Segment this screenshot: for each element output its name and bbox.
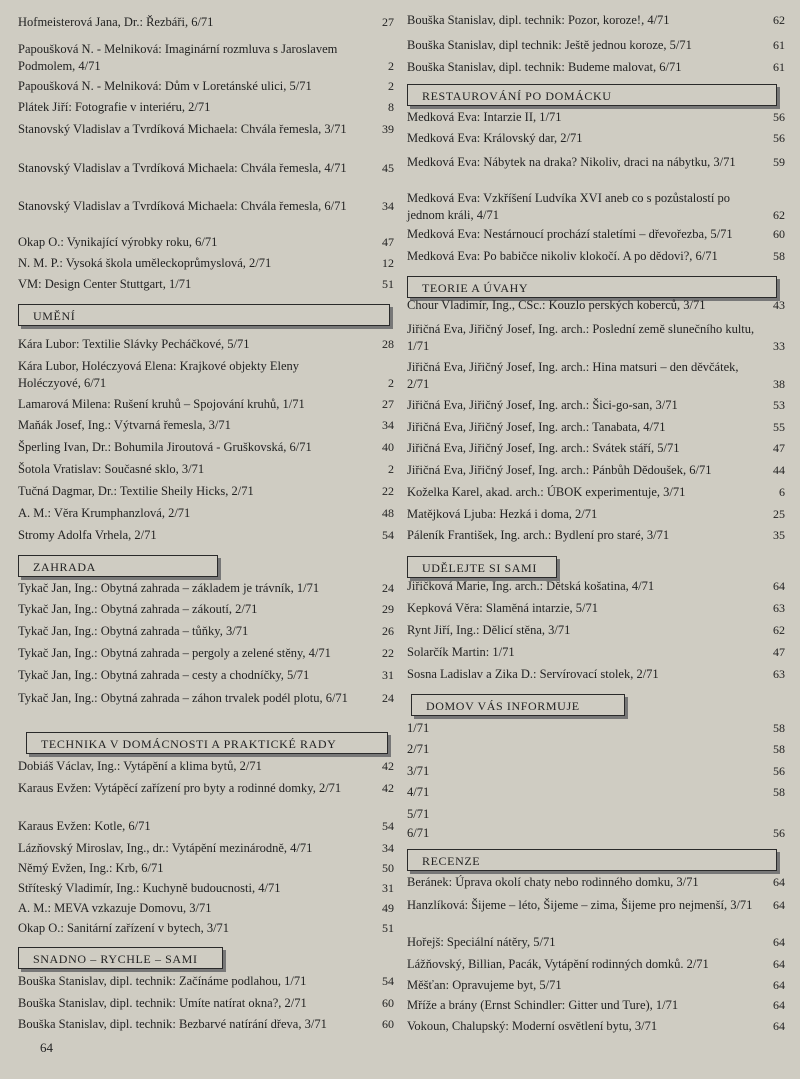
index-entry	[407, 825, 785, 842]
entry-page-number: 56	[773, 764, 785, 778]
entry-page-number: 61	[773, 60, 785, 74]
index-entry	[18, 396, 394, 413]
entry-text: Vokoun, Chalupský: Moderní osvětlení bytu, 3/71	[407, 1019, 658, 1033]
index-entry	[407, 874, 785, 891]
entry-text: Jiřičná Eva, Jiřičný Josef, Ing. arch.: Hina matsuri – den děvčátek, 2/71	[407, 360, 739, 391]
entry-page-number: 60	[773, 227, 785, 241]
entry-page-number: 60	[382, 996, 394, 1010]
entry-text: Páleník František, Ing. arch.: Bydlení pro staré, 3/71	[407, 528, 670, 542]
index-entry	[18, 667, 394, 684]
entry-page-number: 47	[773, 441, 785, 455]
index-entry	[407, 419, 785, 436]
entry-page-number: 54	[382, 819, 394, 833]
index-entry	[407, 956, 785, 973]
index-entry	[18, 920, 394, 937]
entry-text: Okap O.: Vynikající výrobky roku, 6/71	[18, 235, 218, 249]
entry-text: Medková Eva: Nábytek na draka? Nikoliv, draci na nábytku, 3/71	[407, 155, 736, 169]
entry-page-number: 64	[773, 978, 785, 992]
entry-page-number: 48	[382, 506, 394, 520]
entry-text: Jiřičná Eva, Jiřičný Josef, Ing. arch.: Svátek stáří, 5/71	[407, 441, 680, 455]
entry-page-number: 8	[388, 100, 394, 114]
entry-page-number: 56	[773, 826, 785, 840]
entry-page-number: 64	[773, 875, 785, 889]
entry-text: 6/71	[407, 826, 430, 840]
entry-text: Tykač Jan, Ing.: Obytná zahrada – základem je trávník, 1/71	[18, 581, 320, 595]
entry-text: Šotola Vratislav: Současné sklo, 3/71	[18, 462, 205, 476]
entry-page-number: 44	[773, 463, 785, 477]
entry-text: Tykač Jan, Ing.: Obytná zahrada – tůňky, 3/71	[18, 624, 249, 638]
section-heading-snadno: SNADNO – RYCHLE – SAMI	[18, 947, 223, 969]
index-entry	[407, 763, 785, 780]
entry-page-number: 6	[779, 485, 785, 499]
entry-text: Hanzlíková: Šijeme – léto, Šijeme – zima, Šijeme pro nejmenší, 3/71	[407, 898, 753, 912]
index-entry	[18, 483, 394, 500]
index-entry	[407, 806, 785, 823]
entry-page-number: 34	[382, 199, 394, 213]
index-entry	[18, 973, 394, 990]
index-entry	[18, 645, 394, 662]
entry-page-number: 64	[773, 579, 785, 593]
entry-text: Papoušková N. - Melniková: Imaginární rozmluva s Jaroslavem Podmolem, 4/71	[18, 42, 338, 73]
entry-text: Tučná Dagmar, Dr.: Textilie Sheily Hicks, 2/71	[18, 484, 254, 498]
entry-text: Karaus Evžen: Kotle, 6/71	[18, 819, 151, 833]
entry-text: N. M. P.: Vysoká škola uměleckoprůmyslová, 2/71	[18, 256, 272, 270]
index-entry	[407, 297, 785, 314]
entry-text: Tykač Jan, Ing.: Obytná zahrada – pergoly a zelené stěny, 4/71	[18, 646, 331, 660]
entry-page-number: 26	[382, 624, 394, 638]
entry-text: Měšťan: Opravujeme byt, 5/71	[407, 978, 562, 992]
entry-text: Bouška Stanislav, dipl. technik: Bezbarvé natírání dřeva, 3/71	[18, 1017, 327, 1031]
entry-page-number: 58	[773, 742, 785, 756]
index-entry	[407, 720, 785, 737]
entry-page-number: 12	[382, 256, 394, 270]
entry-text: Medková Eva: Po babičce nikoliv klokočí. A po dědovi?, 6/71	[407, 249, 718, 263]
index-entry	[18, 900, 394, 917]
index-entry	[18, 758, 394, 775]
section-heading-teorie: TEORIE A ÚVAHY	[407, 276, 777, 298]
index-entry	[18, 840, 394, 857]
entry-page-number: 62	[773, 208, 785, 222]
entry-page-number: 47	[773, 645, 785, 659]
index-entry	[18, 14, 394, 31]
index-entry	[18, 527, 394, 544]
index-entry	[18, 121, 394, 138]
entry-page-number: 62	[773, 623, 785, 637]
index-entry	[407, 397, 785, 414]
index-entry	[407, 527, 785, 544]
entry-page-number: 64	[773, 935, 785, 949]
entry-text: Matějková Ljuba: Hezká i doma, 2/71	[407, 507, 598, 521]
entry-page-number: 61	[773, 38, 785, 52]
index-entry	[407, 644, 785, 661]
entry-page-number: 31	[382, 881, 394, 895]
index-entry	[18, 439, 394, 456]
entry-text: Lážňovský, Billian, Pacák, Vytápění rodinných domků. 2/71	[407, 957, 709, 971]
index-entry	[407, 190, 785, 224]
entry-page-number: 43	[773, 298, 785, 312]
entry-text: Plátek Jiří: Fotografie v interiéru, 2/71	[18, 100, 211, 114]
index-entry	[18, 99, 394, 116]
index-entry	[18, 690, 394, 707]
index-entry	[407, 741, 785, 758]
index-entry	[407, 109, 785, 126]
entry-text: Koželka Karel, akad. arch.: ÚBOK experimentuje, 3/71	[407, 485, 686, 499]
entry-text: Jiřičná Eva, Jiřičný Josef, Ing. arch.: Pánbůh Dědoušek, 6/71	[407, 463, 712, 477]
index-entry	[407, 997, 785, 1014]
entry-text: Chour Vladimír, Ing., CSc.: Kouzlo perských koberců, 3/71	[407, 298, 706, 312]
entry-text: Bouška Stanislav, dipl technik: Ještě jednou koroze, 5/71	[407, 38, 692, 52]
entry-text: Šperling Ivan, Dr.: Bohumila Jiroutová - Gruškovská, 6/71	[18, 440, 312, 454]
index-entry	[407, 484, 785, 501]
entry-text: Kára Lubor, Holéczyová Elena: Krajkové objekty Eleny Holéczyové, 6/71	[18, 359, 299, 390]
entry-page-number: 33	[773, 339, 785, 353]
index-entry	[407, 248, 785, 265]
entry-text: Solarčík Martin: 1/71	[407, 645, 515, 659]
index-entry	[407, 1018, 785, 1035]
entry-text: A. M.: Věra Krumphanzlová, 2/71	[18, 506, 191, 520]
entry-text: Medková Eva: Nestárnoucí prochází staletími – dřevořezba, 5/71	[407, 227, 733, 241]
index-entry	[407, 37, 785, 54]
index-entry	[407, 897, 785, 914]
entry-text: 2/71	[407, 742, 430, 756]
entry-text: Dobiáš Václav, Ing.: Vytápění a klima bytů, 2/71	[18, 759, 262, 773]
index-entry	[18, 860, 394, 877]
index-entry	[18, 780, 394, 797]
entry-page-number: 62	[773, 13, 785, 27]
index-entry	[407, 666, 785, 683]
entry-text: Hofmeisterová Jana, Dr.: Řezbáři, 6/71	[18, 15, 214, 29]
index-entry	[407, 977, 785, 994]
index-entry	[18, 417, 394, 434]
entry-page-number: 53	[773, 398, 785, 412]
entry-text: Karaus Evžen: Vytápěcí zařízení pro byty a rodinné domky, 2/71	[18, 781, 342, 795]
index-entry	[407, 59, 785, 76]
entry-page-number: 49	[382, 901, 394, 915]
entry-page-number: 42	[382, 759, 394, 773]
index-entry	[18, 818, 394, 835]
entry-page-number: 28	[382, 337, 394, 351]
entry-page-number: 58	[773, 785, 785, 799]
section-heading-recenze: RECENZE	[407, 849, 777, 871]
index-entry	[407, 226, 785, 243]
index-entry	[18, 336, 394, 353]
entry-page-number: 59	[773, 155, 785, 169]
index-entry	[18, 358, 394, 392]
entry-text: Stanovský Vladislav a Tvrdíková Michaela: Chvála řemesla, 4/71	[18, 161, 347, 175]
entry-text: Kára Lubor: Textilie Slávky Pecháčkové, 5/71	[18, 337, 250, 351]
page-number: 64	[40, 1040, 53, 1055]
entry-text: 1/71	[407, 721, 430, 735]
entry-text: Jiřičná Eva, Jiřičný Josef, Ing. arch.: Poslední země slunečního kultu, 1/71	[407, 322, 755, 353]
entry-text: Mříže a brány (Ernst Schindler: Gitter und Ture), 1/71	[407, 998, 679, 1012]
entry-text: Okap O.: Sanitární zařízení v bytech, 3/71	[18, 921, 230, 935]
section-heading-restaurovani: RESTAUROVÁNÍ PO DOMÁCKU	[407, 84, 777, 106]
index-entry	[18, 623, 394, 640]
entry-text: 5/71	[407, 807, 430, 821]
index-entry	[18, 160, 394, 177]
index-entry	[407, 130, 785, 147]
entry-page-number: 42	[382, 781, 394, 795]
entry-page-number: 22	[382, 646, 394, 660]
entry-page-number: 45	[382, 161, 394, 175]
index-entry	[407, 462, 785, 479]
entry-text: Bouška Stanislav, dipl. technik: Umíte natírat okna?, 2/71	[18, 996, 307, 1010]
entry-text: Stanovský Vladislav a Tvrdíková Michaela: Chvála řemesla, 3/71	[18, 122, 347, 136]
section-heading-technika: TECHNIKA V DOMÁCNOSTI A PRAKTICKÉ RADY	[26, 732, 388, 754]
entry-text: Bouška Stanislav, dipl. technik: Pozor, koroze!, 4/71	[407, 13, 670, 27]
entry-page-number: 40	[382, 440, 394, 454]
entry-page-number: 51	[382, 277, 394, 291]
index-entry	[18, 461, 394, 478]
entry-text: VM: Design Center Stuttgart, 1/71	[18, 277, 192, 291]
entry-text: Medková Eva: Vzkříšení Ludvíka XVI aneb co s pozůstalostí po jednom králi, 4/71	[407, 191, 730, 222]
index-entry	[407, 154, 785, 171]
entry-page-number: 64	[773, 898, 785, 912]
entry-text: 4/71	[407, 785, 430, 799]
entry-text: Hořejš: Speciální nátěry, 5/71	[407, 935, 556, 949]
entry-page-number: 58	[773, 249, 785, 263]
entry-page-number: 2	[388, 79, 394, 93]
entry-text: Jiřičková Marie, Ing. arch.: Dětská košatina, 4/71	[407, 579, 655, 593]
entry-text: Rynt Jiří, Ing.: Dělicí stěna, 3/71	[407, 623, 571, 637]
entry-page-number: 24	[382, 581, 394, 595]
index-entry	[18, 1016, 394, 1033]
entry-text: Bouška Stanislav, dipl. technik: Budeme malovat, 6/71	[407, 60, 682, 74]
entry-page-number: 2	[388, 462, 394, 476]
entry-text: Sosna Ladislav a Zika D.: Servírovací stolek, 2/71	[407, 667, 659, 681]
index-entry	[407, 622, 785, 639]
entry-text: Tykač Jan, Ing.: Obytná zahrada – záhon trvalek podél plotu, 6/71	[18, 691, 348, 705]
index-entry	[407, 12, 785, 29]
section-heading-umeni: UMĚNÍ	[18, 304, 390, 326]
entry-text: Bouška Stanislav, dipl. technik: Začínáme podlahou, 1/71	[18, 974, 307, 988]
entry-page-number: 54	[382, 528, 394, 542]
index-entry	[18, 234, 394, 251]
entry-page-number: 31	[382, 668, 394, 682]
entry-text: Stříteský Vladimír, Ing.: Kuchyně budoucnosti, 4/71	[18, 881, 281, 895]
entry-text: Medková Eva: Intarzie II, 1/71	[407, 110, 562, 124]
entry-page-number: 50	[382, 861, 394, 875]
entry-page-number: 25	[773, 507, 785, 521]
entry-text: Lázňovský Miroslav, Ing., dr.: Vytápění mezinárodně, 4/71	[18, 841, 313, 855]
entry-page-number: 34	[382, 418, 394, 432]
entry-page-number: 64	[773, 957, 785, 971]
entry-page-number: 39	[382, 122, 394, 136]
entry-page-number: 2	[388, 376, 394, 390]
entry-page-number: 55	[773, 420, 785, 434]
index-entry	[407, 934, 785, 951]
index-entry	[407, 359, 785, 393]
entry-page-number: 63	[773, 601, 785, 615]
entry-text: 3/71	[407, 764, 430, 778]
entry-page-number: 34	[382, 841, 394, 855]
index-entry	[407, 506, 785, 523]
entry-text: A. M.: MEVA vzkazuje Domovu, 3/71	[18, 901, 212, 915]
index-entry	[18, 276, 394, 293]
entry-page-number: 60	[382, 1017, 394, 1031]
entry-text: Jiřičná Eva, Jiřičný Josef, Ing. arch.: Šici-go-san, 3/71	[407, 398, 678, 412]
entry-page-number: 27	[382, 397, 394, 411]
index-entry	[18, 198, 394, 215]
index-entry	[18, 41, 394, 75]
entry-page-number: 47	[382, 235, 394, 249]
entry-text: Papoušková N. - Melniková: Dům v Loretánské ulici, 5/71	[18, 79, 312, 93]
index-entry	[18, 78, 394, 95]
index-entry	[407, 321, 785, 355]
entry-text: Tykač Jan, Ing.: Obytná zahrada – cesty a chodníčky, 5/71	[18, 668, 310, 682]
entry-page-number: 58	[773, 721, 785, 735]
index-entry	[18, 255, 394, 272]
entry-page-number: 56	[773, 110, 785, 124]
entry-page-number: 51	[382, 921, 394, 935]
entry-page-number: 2	[388, 59, 394, 73]
entry-text: Kepková Věra: Slaměná intarzie, 5/71	[407, 601, 599, 615]
entry-page-number: 29	[382, 602, 394, 616]
index-entry	[407, 440, 785, 457]
entry-text: Tykač Jan, Ing.: Obytná zahrada – zákoutí, 2/71	[18, 602, 258, 616]
entry-page-number: 64	[773, 998, 785, 1012]
entry-text: Stanovský Vladislav a Tvrdíková Michaela: Chvála řemesla, 6/71	[18, 199, 347, 213]
entry-page-number: 63	[773, 667, 785, 681]
entry-page-number: 22	[382, 484, 394, 498]
index-entry	[407, 578, 785, 595]
index-entry	[18, 995, 394, 1012]
entry-page-number: 56	[773, 131, 785, 145]
entry-page-number: 64	[773, 1019, 785, 1033]
index-entry	[18, 880, 394, 897]
entry-text: Němý Evžen, Ing.: Krb, 6/71	[18, 861, 164, 875]
entry-page-number: 24	[382, 691, 394, 705]
index-entry	[407, 600, 785, 617]
entry-text: Beránek: Úprava okolí chaty nebo rodinného domku, 3/71	[407, 875, 699, 889]
entry-page-number: 54	[382, 974, 394, 988]
section-heading-zahrada: ZAHRADA	[18, 555, 218, 577]
section-heading-udelejte: UDĚLEJTE SI SAMI	[407, 556, 557, 578]
entry-text: Maňák Josef, Ing.: Výtvarná řemesla, 3/71	[18, 418, 231, 432]
entry-page-number: 38	[773, 377, 785, 391]
index-entry	[407, 784, 785, 801]
entry-text: Stromy Adolfa Vrhela, 2/71	[18, 528, 157, 542]
entry-page-number: 35	[773, 528, 785, 542]
entry-page-number: 27	[382, 15, 394, 29]
index-entry	[18, 505, 394, 522]
index-entry	[18, 580, 394, 597]
entry-text: Medková Eva: Královský dar, 2/71	[407, 131, 583, 145]
entry-text: Lamarová Milena: Rušení kruhů – Spojování kruhů, 1/71	[18, 397, 305, 411]
section-heading-domov: DOMOV VÁS INFORMUJE	[411, 694, 625, 716]
entry-text: Jiřičná Eva, Jiřičný Josef, Ing. arch.: Tanabata, 4/71	[407, 420, 666, 434]
index-entry	[18, 601, 394, 618]
